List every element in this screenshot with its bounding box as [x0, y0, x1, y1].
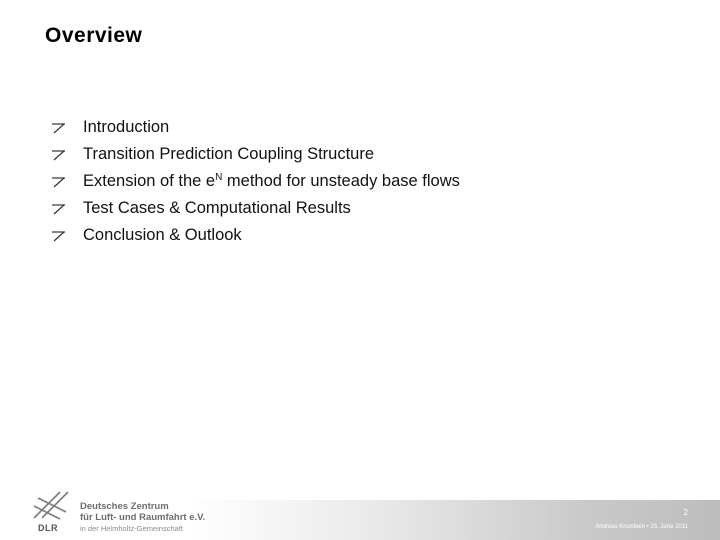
arrow-bullet-icon	[50, 122, 66, 134]
logo-line: für Luft- und Raumfahrt e.V.	[80, 512, 206, 523]
list-item-label: Test Cases & Computational Results	[83, 199, 351, 217]
label-text: Extension of the e	[83, 172, 216, 190]
logo-abbreviation: DLR	[38, 523, 58, 533]
footer-author-date: Andreas Krumbein • 25. June 2011	[595, 524, 688, 530]
agenda-list	[50, 114, 460, 249]
arrow-bullet-icon	[50, 149, 66, 161]
footer	[0, 486, 720, 540]
label-text: method for unsteady base flows	[222, 172, 460, 190]
page-number: 2	[683, 508, 688, 517]
list-item	[50, 222, 460, 249]
list-item	[50, 114, 460, 141]
arrow-bullet-icon	[50, 203, 66, 215]
list-item-label: Transition Prediction Coupling Structure	[83, 145, 375, 163]
logo-wordmark	[80, 501, 205, 534]
logo-line: Deutsches Zentrum	[80, 501, 169, 512]
arrow-bullet-icon	[50, 176, 66, 188]
list-item-label: Introduction	[83, 118, 170, 136]
list-item	[50, 195, 460, 222]
dlr-logo-icon	[30, 488, 74, 522]
footer-gradient-bar	[190, 500, 720, 540]
list-item	[50, 141, 460, 168]
superscript-n: N	[215, 172, 223, 183]
list-item-label	[83, 172, 460, 191]
page-title: Overview	[45, 24, 143, 47]
arrow-bullet-icon	[50, 230, 66, 242]
list-item	[50, 168, 460, 195]
logo-line: in der Helmholtz-Gemeinschaft	[80, 524, 183, 533]
list-item-label: Conclusion & Outlook	[83, 226, 242, 244]
